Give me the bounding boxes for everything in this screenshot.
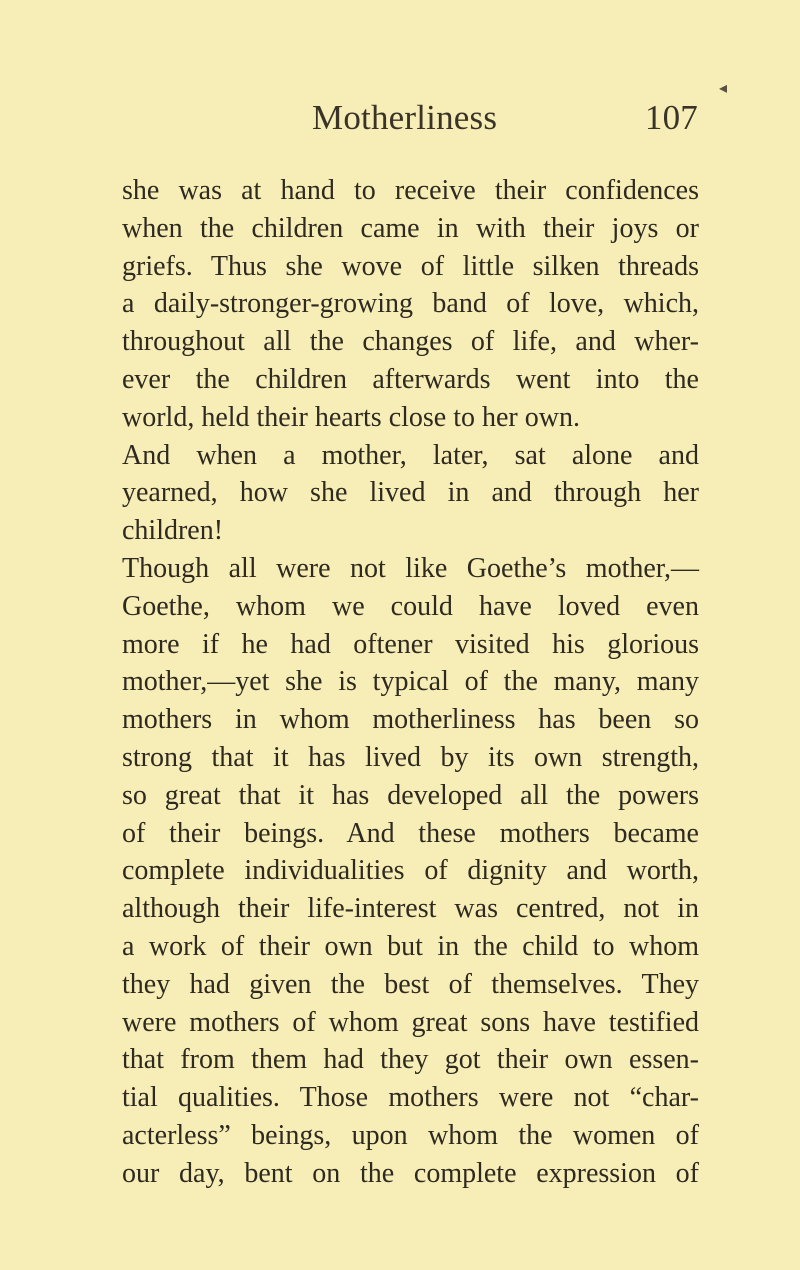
text-line: more if he had oftener visited his glorious: [122, 628, 699, 660]
text-line: although their life-interest was centred, not in: [122, 893, 699, 925]
text-line: griefs. Thus she wove of little silken threads: [122, 250, 699, 282]
text-line: were mothers of whom great sons have testified: [122, 1006, 699, 1038]
text-line: Though all were not like Goethe’s mother,—: [122, 552, 699, 584]
page-edge-mark: ◂: [719, 80, 728, 97]
body-text: [122, 172, 699, 1193]
text-line: they had given the best of themselves. They: [122, 968, 699, 1000]
text-line: of their beings. And these mothers became: [122, 817, 699, 849]
text-line: strong that it has lived by its own strength,: [122, 741, 699, 773]
text-line: that from them had they got their own essen-: [122, 1044, 699, 1076]
text-line: mothers in whom motherliness has been so: [122, 704, 699, 736]
text-line: complete individualities of dignity and worth,: [122, 855, 699, 887]
text-line: a work of their own but in the child to whom: [122, 930, 699, 962]
text-line: when the children came in with their joys or: [122, 212, 699, 244]
text-line: our day, bent on the complete expression of: [122, 1157, 699, 1189]
running-head: [312, 98, 698, 142]
text-line: children!: [122, 515, 224, 547]
text-line: Goethe, whom we could have loved even: [122, 590, 699, 622]
text-line: ever the children afterwards went into the: [122, 363, 699, 395]
text-line: And when a mother, later, sat alone and: [122, 439, 699, 471]
text-line: tial qualities. Those mothers were not “char-: [122, 1082, 699, 1114]
text-line: throughout all the changes of life, and wher-: [122, 326, 699, 358]
chapter-title: Motherliness: [312, 98, 498, 137]
text-line: a daily-stronger-growing band of love, which,: [122, 288, 699, 320]
text-line: she was at hand to receive their confidences: [122, 175, 699, 206]
text-line: yearned, how she lived in and through her: [122, 477, 699, 509]
text-line: acterless” beings, upon whom the women of: [122, 1119, 699, 1151]
text-line: world, held their hearts close to her own.: [122, 401, 580, 433]
text-line: so great that it has developed all the powers: [122, 779, 699, 811]
page-number: 107: [644, 98, 698, 137]
text-line: mother,—yet she is typical of the many, many: [122, 666, 699, 698]
